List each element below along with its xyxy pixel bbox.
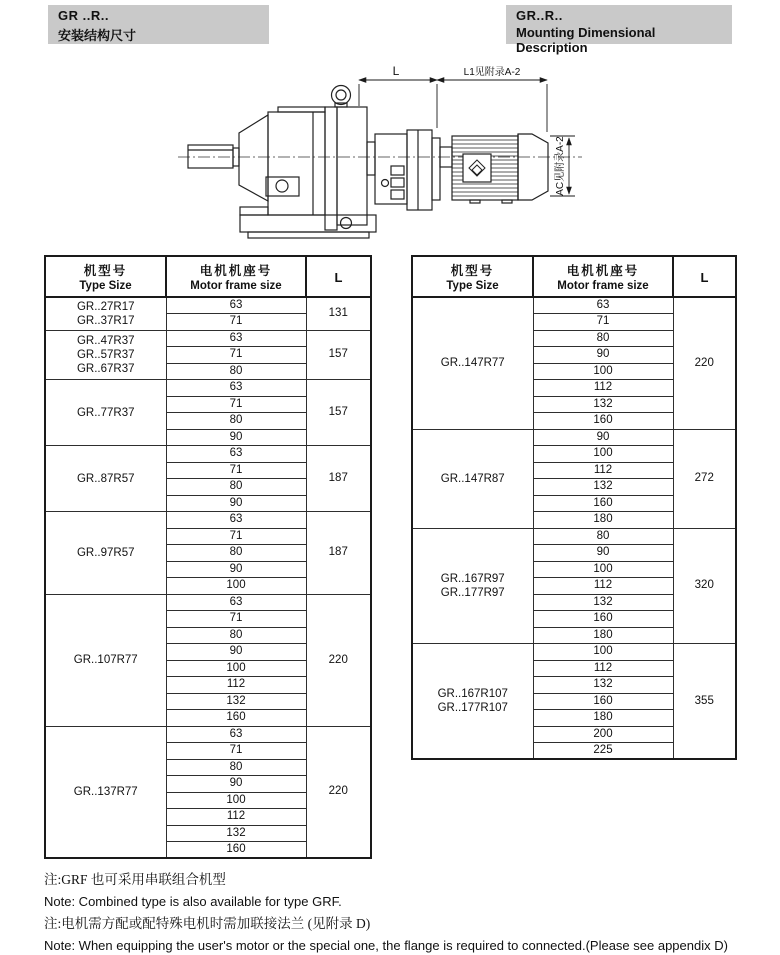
table-row (412, 528, 736, 545)
motor-frame-cell: 180 (533, 627, 673, 644)
motor-frame-cell: 71 (166, 743, 306, 760)
footnotes (44, 869, 760, 955)
col-header-length: L (673, 256, 736, 297)
motor-frame-cell: 80 (533, 330, 673, 347)
series-code-en: GR..R.. (516, 8, 563, 23)
motor-frame-cell: 112 (533, 462, 673, 479)
length-cell: 157 (306, 380, 371, 446)
table-row (412, 429, 736, 446)
col-header-type-size: 机型号 Type Size (412, 256, 533, 297)
mounting-base (240, 215, 376, 232)
motor-frame-cell: 80 (166, 759, 306, 776)
motor-frame-cell: 71 (166, 347, 306, 364)
motor-frame-cell: 80 (166, 363, 306, 380)
length-cell: 220 (306, 594, 371, 726)
motor-frame-cell: 80 (166, 545, 306, 562)
motor-frame-cell: 63 (166, 594, 306, 611)
motor-frame-cell: 112 (533, 660, 673, 677)
col-header-type-size: 机型号 Type Size (45, 256, 166, 297)
note-en-1: Note: Combined type is also available for type GRF. (44, 894, 342, 909)
type-size-cell: GR..97R57 (45, 512, 166, 595)
motor-frame-cell: 63 (166, 726, 306, 743)
motor-frame-cell: 90 (533, 429, 673, 446)
motor-frame-cell: 112 (533, 380, 673, 397)
table-row (45, 512, 371, 529)
motor-frame-cell: 100 (533, 561, 673, 578)
oil-plug (276, 180, 288, 192)
motor-frame-cell: 80 (166, 627, 306, 644)
table-row (45, 726, 371, 743)
table-row (45, 380, 371, 397)
table-header-row (45, 256, 371, 297)
type-size-cell: GR..47R37 GR..57R37 GR..67R37 (45, 330, 166, 380)
table-row (412, 644, 736, 661)
note-en-2: Note: When equipping the user's motor or the special one, the flange is required to connected.(Please see appendix D) (44, 938, 728, 953)
eyebolt (332, 86, 351, 105)
motor-frame-cell: 132 (166, 693, 306, 710)
motor-frame-cell: 160 (533, 693, 673, 710)
motor-frame-cell: 63 (533, 297, 673, 314)
type-size-cell: GR..167R97 GR..177R97 (412, 528, 533, 644)
motor-frame-cell: 90 (166, 561, 306, 578)
length-cell: 355 (673, 644, 736, 760)
dimension-L1-label: L1见附录A-2 (463, 67, 521, 78)
motor-nameplate (463, 154, 491, 182)
motor-frame-cell: 100 (166, 578, 306, 595)
type-size-cell: GR..27R17 GR..37R17 (45, 297, 166, 330)
motor-frame-cell: 160 (166, 842, 306, 859)
length-cell: 320 (673, 528, 736, 644)
motor-frame-cell: 63 (166, 446, 306, 463)
table-row (45, 594, 371, 611)
motor-frame-cell: 71 (166, 396, 306, 413)
table-header-row (412, 256, 736, 297)
header-bar-chinese (48, 5, 269, 44)
type-size-cell: GR..147R87 (412, 429, 533, 528)
motor-frame-cell: 112 (166, 677, 306, 694)
gearbox-nose (239, 115, 268, 201)
motor-frame-cell: 100 (533, 446, 673, 463)
motor-frame-cell: 180 (533, 710, 673, 727)
motor-frame-cell: 90 (166, 429, 306, 446)
motor-frame-cell: 132 (533, 677, 673, 694)
page-title-cn: 安装结构尺寸 (58, 28, 137, 43)
length-cell: 272 (673, 429, 736, 528)
series-code: GR ..R.. (58, 8, 109, 23)
motor-frame-cell: 132 (533, 594, 673, 611)
motor-flange-ring (407, 130, 432, 210)
note-cn-2: 注:电机需方配或配特殊电机时需加联接法兰 (见附录 D) (44, 916, 371, 931)
motor-frame-cell: 80 (533, 528, 673, 545)
motor-frame-cell: 90 (533, 545, 673, 562)
length-cell: 220 (673, 297, 736, 429)
motor-outline (452, 134, 548, 203)
gearbox-housing (268, 112, 325, 215)
fan-cover (518, 134, 548, 200)
page-title-en: Mounting Dimensional Description (516, 25, 656, 55)
gearmotor-dimension-drawing (170, 60, 590, 242)
motor-frame-cell: 160 (533, 611, 673, 628)
type-size-cell: GR..167R107 GR..177R107 (412, 644, 533, 760)
motor-frame-cell: 80 (166, 413, 306, 430)
motor-frame-cell: 112 (533, 578, 673, 595)
motor-frame-cell: 90 (166, 776, 306, 793)
motor-frame-cell: 71 (166, 462, 306, 479)
output-shaft (188, 145, 233, 168)
motor-frame-cell: 63 (166, 512, 306, 529)
motor-frame-cell: 90 (166, 644, 306, 661)
col-header-motor-frame: 电机机座号 Motor frame size (533, 256, 673, 297)
motor-frame-cell: 63 (166, 330, 306, 347)
motor-frame-cell: 100 (166, 792, 306, 809)
table-row (45, 297, 371, 314)
base-bolt-hole (341, 218, 352, 229)
length-cell: 220 (306, 726, 371, 858)
motor-frame-cell: 100 (533, 644, 673, 661)
motor-frame-cell: 132 (166, 825, 306, 842)
length-cell: 131 (306, 297, 371, 330)
gearbox-outline (188, 86, 452, 239)
motor-frame-cell: 100 (533, 363, 673, 380)
motor-frame-cell: 63 (166, 297, 306, 314)
motor-frame-cell: 71 (166, 314, 306, 331)
table-row (412, 297, 736, 314)
col-header-length: L (306, 256, 371, 297)
type-size-cell: GR..77R37 (45, 380, 166, 446)
motor-frame-cell: 100 (166, 660, 306, 677)
motor-frame-cell: 160 (533, 495, 673, 512)
motor-frame-cell: 80 (166, 479, 306, 496)
table-row (45, 446, 371, 463)
length-cell: 157 (306, 330, 371, 380)
motor-frame-cell: 71 (166, 528, 306, 545)
type-size-cell: GR..87R57 (45, 446, 166, 512)
motor-frame-cell: 63 (166, 380, 306, 397)
note-cn-1: 注:GRF 也可采用串联组合机型 (44, 872, 226, 887)
motor-frame-cell: 160 (166, 710, 306, 727)
motor-frame-cell: 180 (533, 512, 673, 529)
header-bar-english (506, 5, 732, 55)
motor-frame-cell: 132 (533, 396, 673, 413)
type-size-cell: GR..137R77 (45, 726, 166, 858)
col-header-motor-frame: 电机机座号 Motor frame size (166, 256, 306, 297)
motor-frame-cell: 71 (166, 611, 306, 628)
type-size-cell: GR..147R77 (412, 297, 533, 429)
dimension-L-label: L (392, 64, 400, 78)
length-cell: 187 (306, 512, 371, 595)
motor-frame-cell: 90 (166, 495, 306, 512)
motor-frame-cell: 160 (533, 413, 673, 430)
motor-frame-cell: 71 (533, 314, 673, 331)
table-row (45, 330, 371, 347)
motor-frame-cell: 132 (533, 479, 673, 496)
dimension-table-left (44, 255, 372, 859)
motor-frame-cell: 200 (533, 726, 673, 743)
motor-frame-cell: 90 (533, 347, 673, 364)
motor-frame-cell: 112 (166, 809, 306, 826)
dimension-AC-label: AC见附录A-2 (555, 136, 566, 196)
motor-frame-cell: 225 (533, 743, 673, 760)
length-cell: 187 (306, 446, 371, 512)
dimension-table-right (411, 255, 737, 760)
type-size-cell: GR..107R77 (45, 594, 166, 726)
